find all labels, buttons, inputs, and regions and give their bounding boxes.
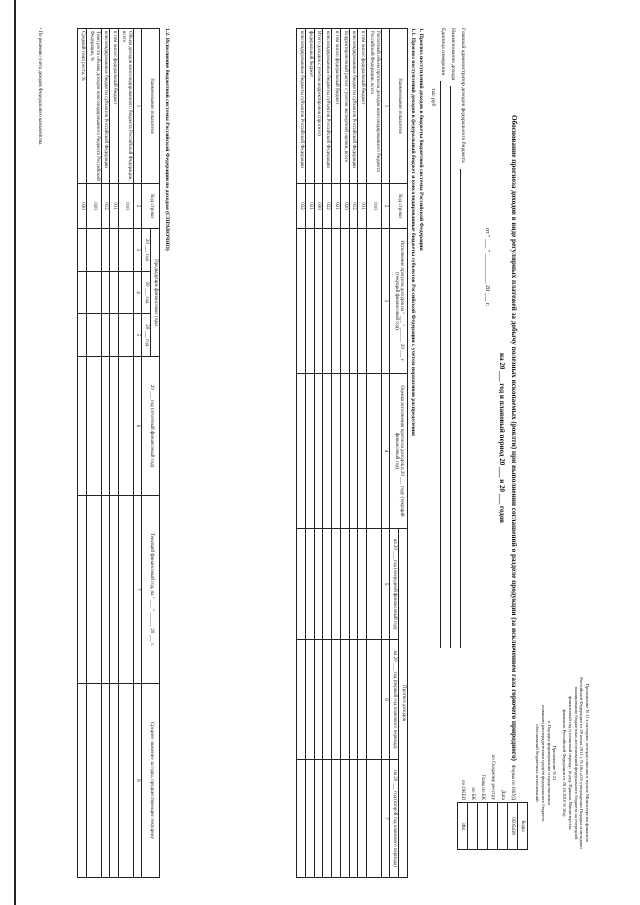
col-number: 2 xyxy=(381,184,390,229)
col-header: 20 ___ год xyxy=(142,229,151,272)
code-value xyxy=(488,803,498,850)
col-header: 20 ___ год xyxy=(142,271,151,314)
row-code: 030 xyxy=(314,184,323,229)
form-note-line: Приложение N 21 xyxy=(552,745,558,781)
binding-edge xyxy=(14,0,16,905)
col-header: Код строки xyxy=(142,184,160,229)
col-number: 5 xyxy=(133,314,142,357)
code-value xyxy=(468,803,478,850)
rotated-form xyxy=(30,28,590,878)
meta-label: Единица измерения xyxy=(440,28,447,76)
row-name: Корректировочный расчет с учетом экспертной оценки, всего xyxy=(341,29,350,184)
col-header: на 20 ___ год (второй год планового периода) xyxy=(390,759,399,877)
col-number: 1 xyxy=(133,29,142,184)
table-row xyxy=(349,29,358,878)
approval-line: планирования бюджетных ассигнований федерального бюджета на очередной xyxy=(573,686,579,840)
row-name: консолидированные бюджеты субъектов Российской Федерации xyxy=(101,29,110,184)
col-number: 7 xyxy=(381,759,390,877)
col-header: Среднее значение за годы, предшествующие текущему xyxy=(142,683,160,877)
meta-label: Наименование дохода xyxy=(450,28,457,81)
col-header: Оценка исполнения прогноза доходов в 20 ___ году (текущий финансовый год) xyxy=(390,374,408,529)
row-name: в том числе: федеральный бюджет xyxy=(358,29,367,184)
row-code: 012 xyxy=(349,184,358,229)
reference-table xyxy=(78,28,161,878)
col-number: 6 xyxy=(133,356,142,495)
col-number: 4 xyxy=(381,374,390,529)
table-row xyxy=(358,29,367,878)
unit-value: тыс руб xyxy=(430,88,437,107)
col-header: Исполнение прогноза доходов на " ___ " ______ 20 ___ г. (текущий финансовый год) xyxy=(390,229,408,374)
form-note-line: главными распорядителями средств федерального бюджета xyxy=(540,704,546,822)
row-code: 030 xyxy=(78,184,87,229)
form-note-line: обоснований бюджетных ассигнований xyxy=(535,724,541,802)
date-line: от " ___ " __________ 20 ___ г. xyxy=(484,228,490,307)
row-code: 011 xyxy=(110,184,119,229)
code-label: по Сводному реестру xyxy=(490,754,496,800)
row-code: 020 xyxy=(87,184,102,229)
row-name: федеральный бюджет xyxy=(306,29,315,184)
row-name: Объем доходов консолидированного бюджета Российской Федерации, всего xyxy=(119,29,134,184)
row-name: в том числе: федеральный бюджет xyxy=(110,29,119,184)
row-name: в том числе: федеральный бюджет xyxy=(332,29,341,184)
code-value: 384 xyxy=(458,803,468,850)
table-row xyxy=(101,29,110,878)
row-name: Расчетный объем прогноза доходов консолидированного бюджета Российской Федерации, всего xyxy=(367,29,382,184)
row-code: 031 xyxy=(306,184,315,229)
col-header: Предыдущие финансовые годы xyxy=(151,229,160,357)
col-number: 8 xyxy=(133,683,142,877)
col-number: 3 xyxy=(381,229,390,374)
col-header: Текущий финансовый год, на " ___ " ______ 20 ___ г. xyxy=(142,496,160,684)
table-row xyxy=(87,29,102,878)
form-period: на 20 ___ год и плановый период 20 ___ и 20 ___ годов xyxy=(498,353,506,523)
section-1-heading: 1. Прогноз поступлений доходов в бюджеты бюджетной системы Российской Федерации xyxy=(418,28,424,251)
col-number: 1 xyxy=(381,29,390,184)
codes-header: Коды xyxy=(518,803,528,850)
table-row xyxy=(332,29,341,878)
col-number: 4 xyxy=(133,271,142,314)
col-number: 2 xyxy=(133,184,142,229)
col-number: 5 xyxy=(381,529,390,640)
meta-label: Главный администратор доходов федерального бюджета xyxy=(460,28,467,163)
code-label: Форма по ОКУД xyxy=(510,764,516,800)
col-header: на 20 ___ год (очередной финансовый год) xyxy=(390,529,399,640)
row-code: 010 xyxy=(367,184,382,229)
code-value: 0505438 xyxy=(508,803,518,850)
col-header: 20 ___ год (отчетный финансовый год) xyxy=(142,356,160,495)
col-number: 7 xyxy=(133,496,142,684)
code-label: Глава по БК xyxy=(480,774,486,800)
approval-line: финансов Российской Федерации от 28.10.2016 N 18н) xyxy=(562,709,568,817)
table-row xyxy=(110,29,119,878)
approval-block xyxy=(534,648,590,878)
col-header: 20 ___ год xyxy=(142,314,151,357)
row-code: 012 xyxy=(101,184,110,229)
row-code: 011 xyxy=(358,184,367,229)
table-row xyxy=(119,29,134,878)
section-1-1-heading: 1.1. Прогноз поступлений доходов в федеральный бюджет и консолидированные бюджеты субъектов Российской Федерации с учетом нормативов распределения xyxy=(410,28,416,436)
approval-line: финансовый год и плановый период» (в ред. Приказа Министерства xyxy=(567,696,573,830)
col-number: 3 xyxy=(133,229,142,272)
table-row xyxy=(341,29,350,878)
approval-line: Приложение N 11 к методике, которая описана в пункте Министерства финансов xyxy=(585,683,590,843)
meta-fields xyxy=(430,28,470,648)
col-header: Прогноз доходов xyxy=(399,529,408,878)
table-row xyxy=(323,29,332,878)
table-row xyxy=(78,29,87,878)
row-name: Итого доходов с учетом корректировок (прогноз) xyxy=(314,29,323,184)
approval-line: Российской Федерации от 29 июля 2011 г. N 18н «Об утверждении Порядка и методики xyxy=(579,677,585,849)
code-value xyxy=(478,803,488,850)
table-row xyxy=(367,29,382,878)
row-code: 010 xyxy=(119,184,134,229)
row-name: консолидированные бюджеты субъектов Российской Федерации xyxy=(297,29,306,184)
row-code: 021 xyxy=(332,184,341,229)
table-row xyxy=(314,29,323,878)
code-value xyxy=(498,803,508,850)
col-header: Наименование показателя xyxy=(142,29,160,184)
col-number: 6 xyxy=(381,640,390,760)
col-header: Наименование показателя xyxy=(390,29,408,184)
row-code: 020 xyxy=(341,184,350,229)
forecast-table xyxy=(296,28,408,878)
code-label: по БК xyxy=(470,787,476,800)
table-row xyxy=(297,29,306,878)
form-title: Обоснование прогноза доходов в виде регулярных платежей за добычу полезных ископаемых (роялти) при выполнении соглашений о разделе продукции (за исключением газа горючего природного) xyxy=(510,115,518,761)
codes-block xyxy=(457,648,528,878)
col-header: на 20 ___ год (первый год планового периода) xyxy=(390,640,399,760)
col-header: Код строки xyxy=(390,184,408,229)
code-label: Дата xyxy=(500,790,506,800)
row-name: Темп роста объема доходов консолидированного бюджета Российской Федерации, % xyxy=(87,29,102,184)
form-note-line: к Порядку формирования и представления xyxy=(546,721,552,805)
row-name: консолидированные бюджеты субъектов Российской Федерации xyxy=(323,29,332,184)
table-row xyxy=(306,29,315,878)
row-name: консолидированные бюджеты субъектов Российской Федерации xyxy=(349,29,358,184)
footnote: ¹ По решению учета доходов Федерального казначейства. xyxy=(37,28,42,146)
code-label: по ОКЕИ xyxy=(460,779,466,800)
section-1-2-heading: 1.2. Исполнение бюджетной системы Российской Федерации по доходам (СПРАВОЧНО) xyxy=(164,28,170,251)
row-code: 032 xyxy=(297,184,306,229)
row-code: 022 xyxy=(323,184,332,229)
row-name: Средний темп роста, % xyxy=(78,29,87,184)
